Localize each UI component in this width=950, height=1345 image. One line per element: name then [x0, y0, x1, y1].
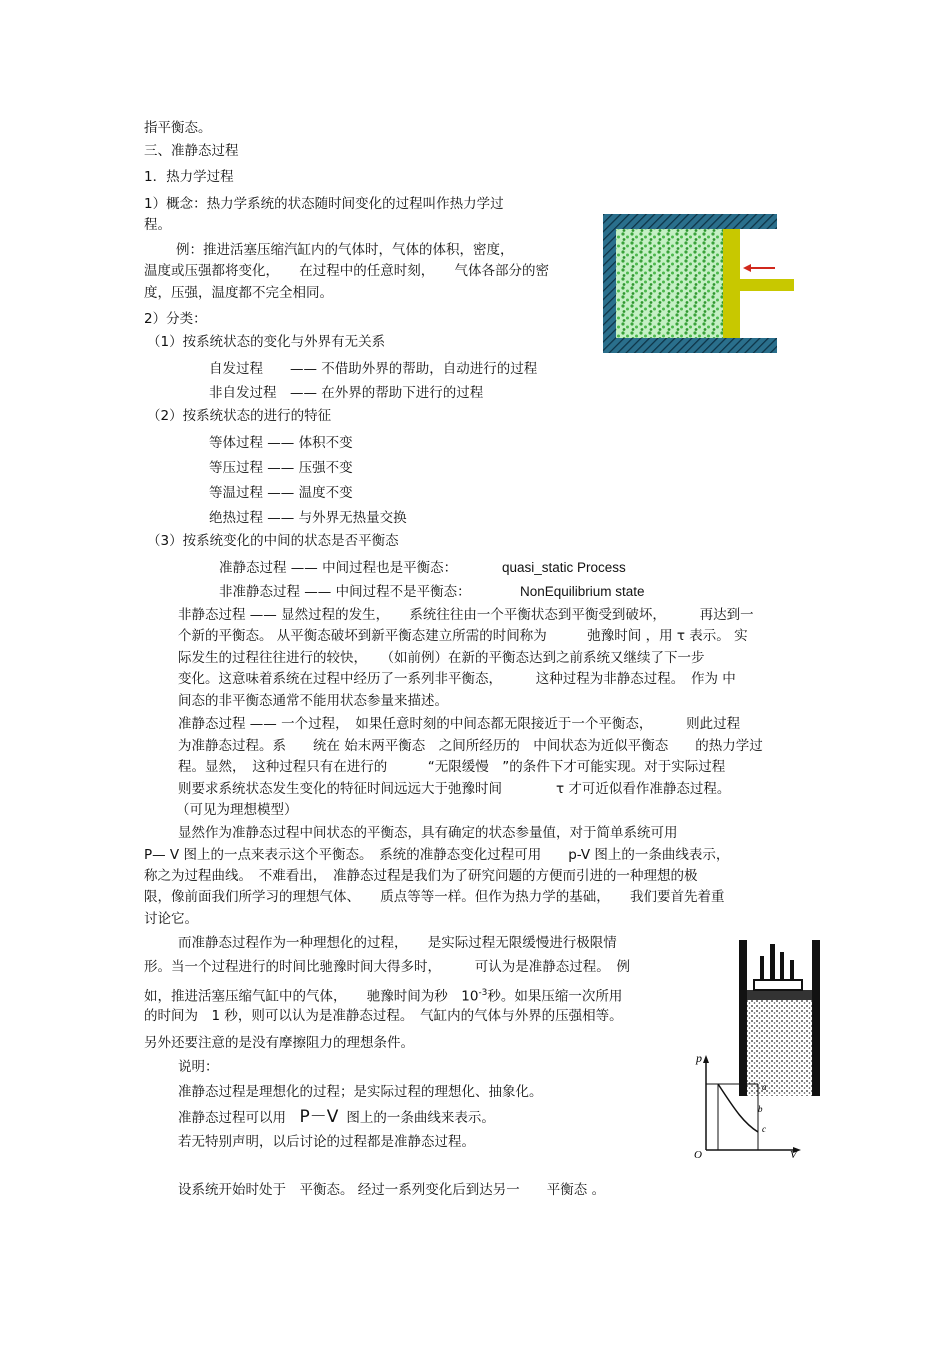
piston [747, 990, 812, 1000]
text-line: 限，像前面我们所学习的理想气体、 质点等等一样。但作为热力学的基础， 我们要首先着重 [144, 889, 725, 905]
text-line: 的时间为 1 秒，则可以认为是准静态过程。 气缸内的气体与外界的压强相等。 [144, 1008, 623, 1024]
text-line: 等体过程 —— 体积不变 [209, 435, 353, 451]
text-line: 例：推进活塞压缩汽缸内的气体时，气体的体积，密度， [176, 242, 514, 258]
text-line: 非自发过程 —— 在外界的帮助下进行的过程 [209, 385, 484, 401]
text-line: 形。当一个过程进行的时间比驰豫时间大得多时， 可认为是准静态过程。 例 [144, 959, 630, 975]
weight-column [780, 952, 784, 980]
text-line: 温度或压强都将变化， 在过程中的任意时刻， 气体各部分的密 [144, 263, 549, 279]
cylinder-end-wall [603, 214, 616, 353]
text-line: 设系统开始时处于 平衡态。 经过一系列变化后到达另一 平衡态 。 [178, 1182, 606, 1198]
process-curve [718, 1084, 758, 1132]
weight-column [760, 956, 764, 980]
arrow-head [743, 264, 751, 272]
text-line: （1）按系统状态的变化与外界有无关系 [147, 334, 386, 350]
section-heading: 三、准静态过程 [144, 143, 239, 159]
text-line: 另外还要注意的是没有摩擦阻力的理想条件。 [144, 1035, 414, 1051]
cylinder-bottom-wall [603, 338, 777, 353]
text-line: 程。显然， 这种过程只有在进行的 “无限缓慢 ”的条件下才可能实现。对于实际过程 [178, 759, 726, 775]
point-b-label: b [758, 1104, 763, 1114]
weight-column [770, 944, 775, 980]
english-term: NonEquilibrium state [520, 584, 645, 599]
text-line: 称之为过程曲线。 不难看出， 准静态过程是我们为了研究问题的方便而引进的一种理想的极 [144, 868, 698, 884]
superscript: -3 [478, 988, 488, 998]
pv-label: P－V [299, 1107, 339, 1127]
x-axis-label: V [790, 1149, 797, 1161]
text-line: 非静态过程 —— 显然过程的发生， 系统往往由一个平衡状态到平衡受到破坏， 再达到一 [178, 607, 754, 623]
text-line: 自发过程 —— 不借助外界的帮助，自动进行的过程 [209, 361, 538, 377]
text-line: 等温过程 —— 温度不变 [209, 485, 353, 501]
text-line: 绝热过程 —— 与外界无热量交换 [209, 510, 407, 526]
origin-label: O [694, 1149, 702, 1161]
y-axis-label: p [696, 1051, 702, 1065]
point-c-label: c [762, 1124, 766, 1134]
text-line: （2）按系统状态的进行的特征 [147, 408, 332, 424]
text-segment: 准静态过程可以用 [178, 1110, 300, 1126]
text-line: 等压过程 —— 压强不变 [209, 460, 353, 476]
text-line: 若无特别声明，以后讨论的过程都是准静态过程。 [178, 1134, 475, 1150]
text-line [144, 984, 622, 1006]
text-line: 说明： [178, 1059, 219, 1075]
piston-rod [740, 279, 794, 291]
text-line [178, 1108, 495, 1127]
text-line: 准静态过程是理想化的过程；是实际过程的理想化、抽象化。 [178, 1084, 543, 1100]
weights [754, 980, 802, 990]
text-line: P— V 图上的一点来表示这个平衡态。 系统的准静态变化过程可用 p-V 图上的一条曲线表示， [144, 847, 730, 863]
cylinder-piston-figure [603, 214, 795, 354]
text-line: 准静态过程 —— 一个过程， 如果任意时刻的中间态都无限接近于一个平衡态， 则此过程 [178, 716, 741, 732]
gas-region [616, 229, 723, 338]
subsection-heading: 1．热力学过程 [144, 169, 234, 185]
cylinder-top-wall [603, 214, 777, 229]
text-line: 为准静态过程。系 统在 始末两平衡态 之间所经历的 中间状态为近似平衡态 的热力学过 [178, 738, 763, 754]
text-line: 际发生的过程往往进行的较快， （如前例）在新的平衡态达到之前系统又继续了下一步 [178, 650, 705, 666]
text-line: 变化。这意味着系统在过程中经历了一系列非平衡态， 这种过程为非静态过程。 作为 中 [178, 671, 736, 687]
text-line: 而准静态过程作为一种理想化的过程， 是实际过程无限缓慢进行极限情 [178, 935, 617, 951]
text-line: 讨论它。 [144, 911, 198, 927]
text-line: 准静态过程 —— 中间过程也是平衡态： [219, 560, 458, 576]
text-line: 个新的平衡态。 从平衡态破坏到新平衡态建立所需的时间称为 弛豫时间 ，用 τ 表示。 实 [178, 628, 748, 644]
y-axis-arrow [703, 1055, 709, 1063]
point-a-label: a [762, 1082, 767, 1092]
text-line: 程。 [144, 217, 171, 233]
text-line: 则要求系统状态发生变化的特征时间远远大于弛豫时间 τ 才可近似看作准静态过程。 [178, 781, 731, 797]
piston [723, 229, 740, 338]
text-line: 指平衡态。 [144, 120, 212, 136]
text-line: 1）概念：热力学系统的状态随时间变化的过程叫作热力学过 [144, 196, 504, 212]
text-line: 2）分类： [144, 311, 207, 327]
text-line: 间态的非平衡态通常不能用状态参量来描述。 [178, 693, 448, 709]
text-line: （可见为理想模型） [176, 802, 298, 818]
text-segment: 图上的一条曲线来表示。 [346, 1110, 495, 1126]
pv-graph-figure [688, 1050, 806, 1162]
text-line: 显然作为准静态过程中间状态的平衡态，具有确定的状态参量值，对于简单系统可用 [178, 825, 678, 841]
text-line: 度，压强，温度都不完全相同。 [144, 285, 333, 301]
text-segment: 秒。如果压缩一次所用 [487, 988, 623, 1005]
text-line: 非准静态过程 —— 中间过程不是平衡态： [219, 584, 471, 600]
cylinder-right-wall [812, 940, 820, 1096]
english-term: quasi_static Process [502, 560, 626, 575]
text-segment: 如，推进活塞压缩气缸中的气体， 驰豫时间为秒 10 [144, 988, 479, 1005]
text-line: （3）按系统变化的中间的状态是否平衡态 [147, 533, 399, 549]
weight-column [790, 960, 794, 980]
